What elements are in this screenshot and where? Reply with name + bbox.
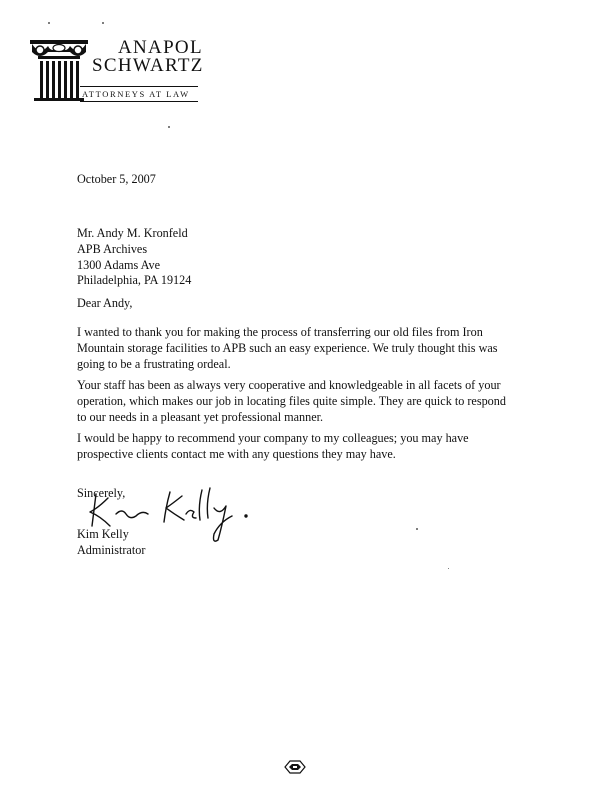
signer-title: Administrator (77, 542, 146, 557)
paragraph-line: prospective clients contact me with any questions they may have. (77, 446, 396, 461)
divider (80, 101, 198, 102)
signer-name: Kim Kelly (77, 527, 129, 541)
recipient-street: 1300 Adams Ave (77, 257, 161, 272)
recipient-address (77, 226, 191, 289)
union-bug-icon (284, 760, 306, 774)
paragraph-line: I would be happy to recommend your company to my colleagues; you may have (77, 431, 469, 445)
recipient-company: APB Archives (77, 241, 148, 256)
paragraph-line: operation, which makes our job in locating files quite simple. They are quick to respond (77, 393, 506, 408)
letter-date: October 5, 2007 (77, 172, 156, 186)
divider (80, 86, 198, 87)
column-capital-icon (28, 30, 90, 102)
paragraph-line: going to be a frustrating ordeal. (77, 356, 231, 371)
paragraph-line: Your staff has been as always very cooperative and knowledgeable in all facets of your (77, 378, 501, 392)
firm-name-line1: ANAPOL (118, 37, 203, 58)
scan-speck (168, 126, 170, 128)
scan-speck (102, 22, 104, 24)
paragraph-line: Mountain storage facilities to APB such an easy experience. We truly thought this was (77, 340, 498, 355)
scan-speck (48, 22, 50, 24)
signer-block (77, 527, 145, 559)
scan-speck (448, 568, 449, 569)
paragraph-line: I wanted to thank you for making the process of transferring our old files from Iron (77, 325, 483, 339)
body-paragraph (77, 325, 498, 372)
salutation: Dear Andy, (77, 296, 133, 310)
body-paragraph (77, 431, 469, 463)
body-paragraph (77, 378, 506, 425)
paragraph-line: to our needs in a pleasant yet professional manner. (77, 409, 324, 424)
firm-name-line2: SCHWARTZ (92, 55, 204, 76)
closing: Sincerely, (77, 486, 126, 500)
recipient-name: Mr. Andy M. Kronfeld (77, 226, 188, 240)
scan-speck (416, 528, 418, 530)
firm-tagline: ATTORNEYS AT LAW (82, 89, 190, 99)
recipient-city: Philadelphia, PA 19124 (77, 273, 192, 288)
